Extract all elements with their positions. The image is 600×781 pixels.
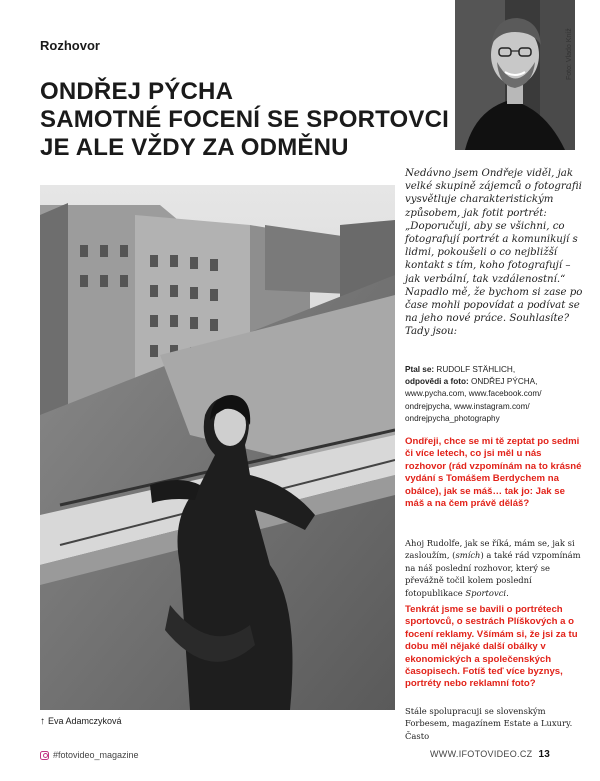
author-portrait — [455, 0, 575, 150]
footer-website — [430, 749, 550, 760]
photo-caption-text: Eva Adamczyková — [48, 716, 122, 726]
answer-1-sportovci: Sportovci — [465, 587, 507, 598]
answer-1 — [405, 537, 585, 599]
section-label: Rozhovor — [40, 38, 100, 53]
portrait-photo — [455, 0, 575, 150]
answer-1-smich: smích — [455, 550, 481, 561]
intro-paragraph: Nedávno jsem Ondřeje viděl, jak velké skupině zájemců o fotografii vysvětluje charakteristickým způsobem, jak fotit portrét: „Doporučuji, aby se všichni, co fotografují portrét a komunikují s lidmi, pokoušeli o co nejbližší kontakt s tím, koho fotografují – jak verbální, tak vzdálenostní.“ Napadlo mě, že bychom si zase po čase mohli popovídat a podívat se na jeho nové práce. Souhlasíte? Tady jsou: — [405, 168, 583, 338]
question-1: Ondřeji, chce se mi tě zeptat po sedmi či více letech, co jsi měl u nás rozhovor (rád vzpomínám na to krásné vydání s Tomášem Berdychem na obálce), jak se máš… tak jo: Jak se máš a na čem právě děláš? — [405, 436, 582, 510]
portrait-photo-credit: Foto: Vlado Kníž — [566, 28, 573, 80]
headline-line-2: SAMOTNÉ FOCENÍ SE SPORTOVCI — [40, 106, 450, 133]
answers-name: ONDŘEJ PÝCHA, — [470, 377, 538, 387]
asked-label: Ptal se: — [405, 365, 435, 374]
answer-1-part-2: ) a také rád vzpomínám na náš poslední rozhovor, který se převážně točil kolem poslední fotopublikace — [405, 550, 581, 598]
asked-name: RUDOLF STÄHLICH, — [436, 365, 516, 374]
photo-caption — [40, 716, 122, 727]
footer-instagram[interactable] — [40, 750, 139, 760]
answers-label: odpovědi a foto: — [405, 377, 469, 387]
main-photo — [40, 185, 395, 710]
answer-2: Stále spolupracuji se slovenským Forbesem, magazínem Estate a Luxury. Často — [405, 706, 573, 741]
instagram-handle: #fotovideo_magazine — [53, 750, 139, 760]
question-2: Tenkrát jsme se bavili o portrétech sportovců, o sestrách Plíškových a o focení reklamy. Všímám si, že jsi za tu dobu měl nějaké další obálky v ekonomických a společenských časopisech. Fotíš teď více byznys, portréty nebo reklamní foto? — [405, 604, 578, 690]
arrow-up-icon: ↑ — [40, 716, 45, 727]
headline-line-1: ONDŘEJ PÝCHA — [40, 78, 234, 105]
contact-links: www.pycha.com, www.facebook.com/ ondrejpycha, www.instagram.com/ ondrejpycha_photography — [405, 389, 542, 423]
instagram-icon — [40, 751, 49, 760]
headline — [40, 78, 450, 162]
answer-1-part-1: Ahoj Rudolfe, jak se říká, mám se, jak si zasloužím, ( — [405, 538, 575, 561]
headline-line-3: JE ALE VŽDY ZA ODMĚNU — [40, 134, 349, 161]
page-number: 13 — [538, 749, 551, 760]
website-url[interactable]: WWW.IFOTOVIDEO.CZ — [430, 749, 533, 759]
rooftop-portrait-photo — [40, 185, 395, 710]
answer-1-part-3: . — [506, 587, 509, 598]
interview-credits — [405, 364, 585, 425]
